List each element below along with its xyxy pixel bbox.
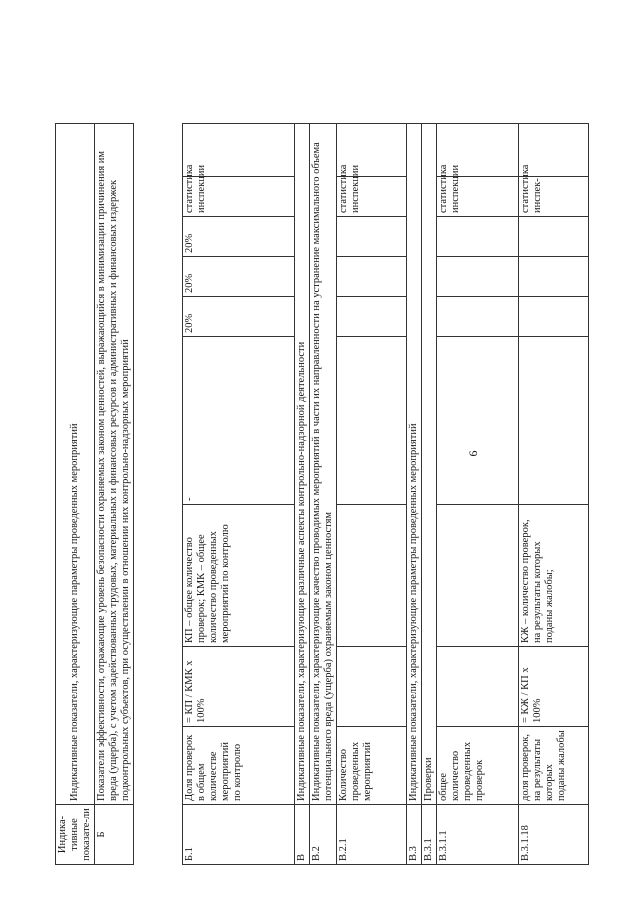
indicator-name: Доля проверок в общем количестве мероприятий по контролю [183,727,295,805]
empty-cell [437,297,519,337]
empty-cell [437,217,519,257]
indicator-value: 20% [183,217,295,257]
row-code: Б.1 [183,805,295,865]
page-number: 9 [466,450,481,457]
table-row [437,124,519,865]
empty-cell [337,647,407,727]
empty-cell [337,297,407,337]
indicator-formula: = КП / КМК x 100% [183,647,295,727]
indicator-source: статистика инспекции [437,177,519,217]
row-code: В.2 [310,805,337,865]
table-row [407,124,422,865]
indicator-description: КЖ – количество проверок, на результаты которых поданы жалобы; [519,505,589,647]
empty-cell [437,505,519,647]
empty-cell [337,337,407,505]
indicator-value: 20% [183,297,295,337]
row-code: В.3.1.1 [437,805,519,865]
indicator-name: доля проверок, на результаты которых поданы жалобы [519,727,589,805]
table-row [310,124,337,865]
empty-cell [437,257,519,297]
indicators-table [182,123,589,865]
empty-cell [519,217,589,257]
empty-cell [337,217,407,257]
row-code: В.3.1 [422,805,437,865]
section-text: Индикативные показатели, характеризующие параметры проведенных мероприятий [407,124,422,805]
indicator-source: статистика инспекции [183,177,295,217]
empty-cell [519,297,589,337]
rotated-page [0,85,640,905]
table-row [337,124,407,865]
row-code: В [295,805,310,865]
row-code: Б [95,805,134,865]
indicator-name: Количество проведенных мероприятий [337,727,407,805]
row-code: В.2.1 [337,805,407,865]
empty-cell [437,337,519,505]
row-text: Показатели эффективности, отражающие уровень безопасности охраняемых законом ценностей, выражающийся в минимизации причинения им вреда (ущерба), с учетом задействованных трудовых, материальных и финансовых ресурсов и административных и финансовых издержек подконтрольных субъектов, при осуществлении в отношении них контрольно-надзорных мероприятий [95,124,134,805]
table-row [95,124,134,865]
table-row [422,124,437,865]
header-table [55,123,134,865]
indicator-value: 20% [183,257,295,297]
indicator-description: КП – общее количество проверок; КМК – общее количество проведенных мероприятий по контролю [183,505,295,647]
row-code: В.3 [407,805,422,865]
table-row [519,124,589,865]
row-code: В.3.1.18 [519,805,589,865]
table-row [56,124,95,865]
section-text: Индикативные показатели, характеризующие различные аспекты контрольно-надзорной деятельности [295,124,310,805]
table-row [295,124,310,865]
indicator-source: статистика инспекции [337,177,407,217]
indicator-source: статистика инспек- [519,177,589,217]
header-indicators: Индика-тивные показате-ли [56,805,95,865]
indicator-name: общее количество проведенных проверок [437,727,519,805]
empty-cell [337,257,407,297]
empty-cell [519,257,589,297]
empty-cell [337,505,407,647]
section-text: Проверки [422,124,437,805]
header-title: Индикативные показатели, характеризующие параметры проведенных мероприятий [56,124,95,805]
section-text: Индикативные показатели, характеризующие качество проводимых мероприятий в части их направленности на устранение максимального объема потенциального вреда (ущерба) охраняемым законом ценностям [310,124,337,805]
indicator-formula: = КЖ / КП x 100% [519,647,589,727]
empty-cell [519,337,589,505]
indicator-dash: - [183,337,295,505]
table-row [183,124,295,865]
empty-cell [437,647,519,727]
